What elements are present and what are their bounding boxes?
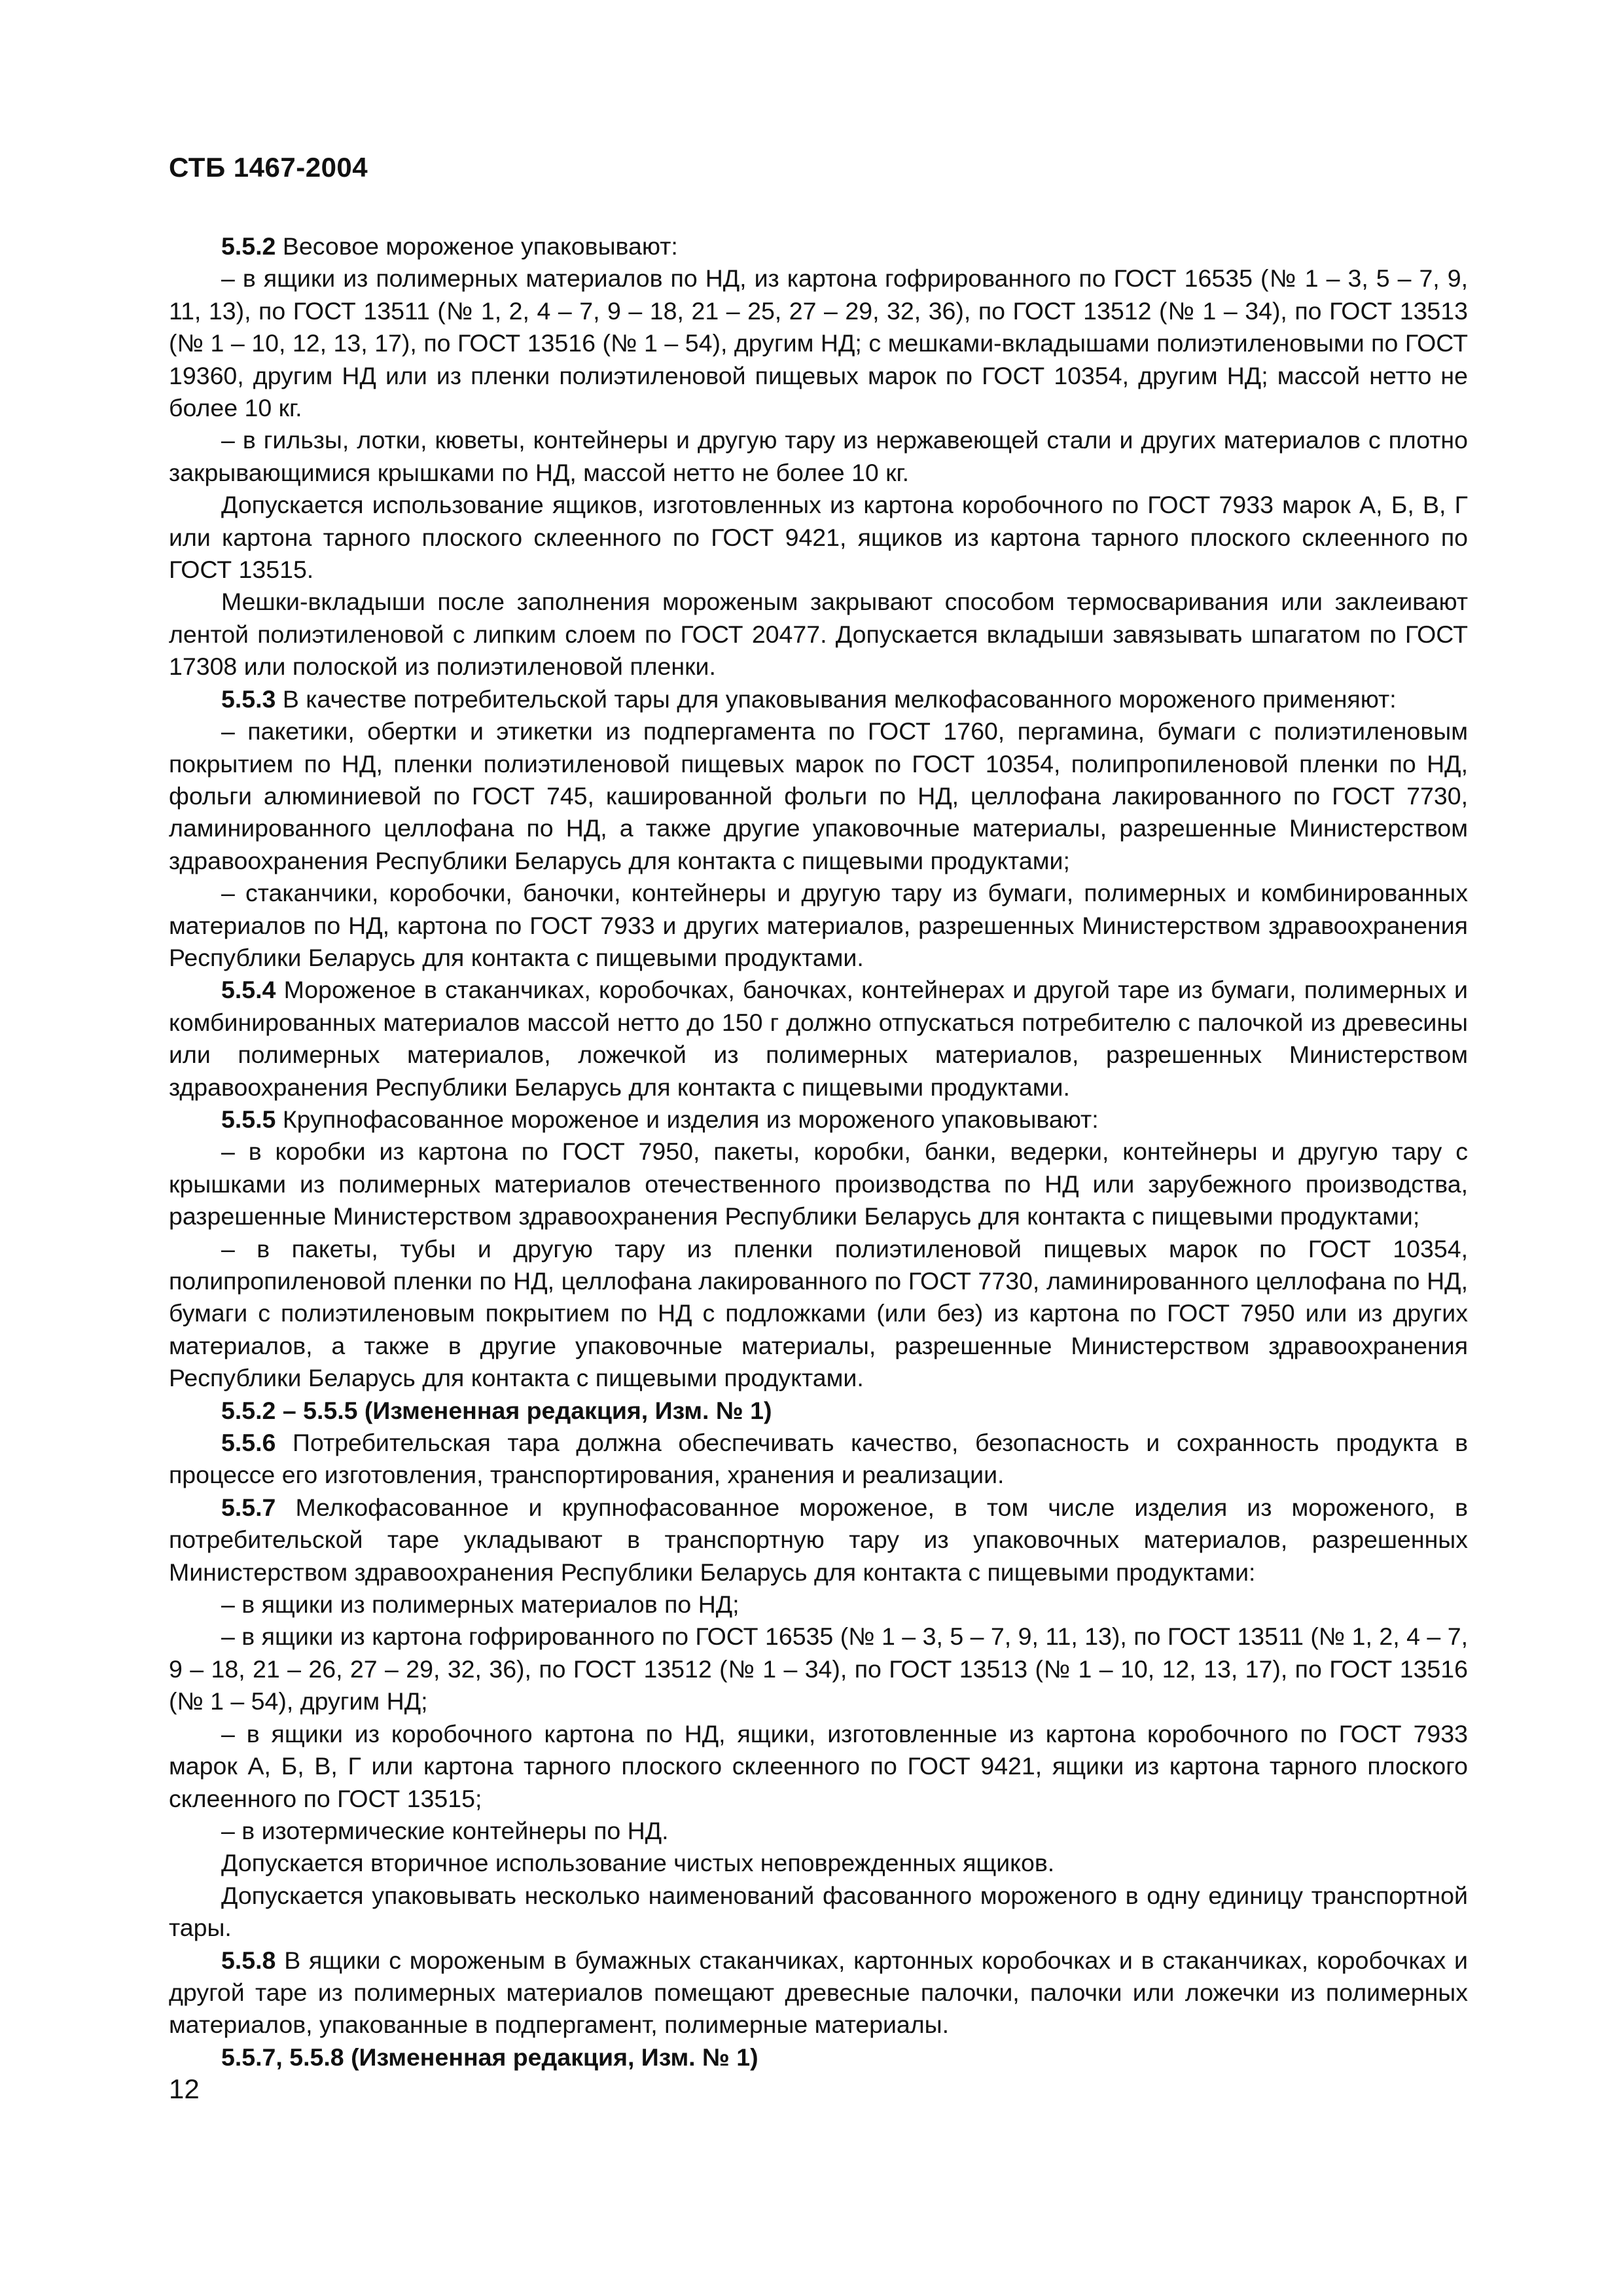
paragraph-text: В качестве потребительской тары для упаковывания мелкофасованного мороженого применяют:: [282, 685, 1397, 713]
paragraph: [169, 424, 1468, 489]
paragraph: [169, 974, 1468, 1103]
section-number: 5.5.8: [221, 1946, 276, 1974]
paragraph: [169, 1395, 1468, 1427]
paragraph: [169, 683, 1468, 715]
paragraph: [169, 1427, 1468, 1492]
paragraph: [169, 1233, 1468, 1395]
paragraph-text: Потребительская тара должна обеспечивать качество, безопасность и сохранность продукта в процессе его изготовления, транспортирования, хранения и реализации.: [169, 1429, 1468, 1489]
paragraph-text: – пакетики, обертки и этикетки из подпергамента по ГОСТ 1760, пергамина, бумаги с полиэтиленовым покрытием по НД, пленки полиэтиленовой пищевых марок по ГОСТ 10354, полипропиленовой пленки по НД, фольги алюминиевой по ГОСТ 745, кашированной фольги по НД, целлофана лакированного по ГОСТ 7730, ламинированного целлофана по НД, а также другие упаковочные материалы, разрешенные Министерством здравоохранения Республики Беларусь для контакта с пищевыми продуктами;: [169, 717, 1468, 874]
paragraph-text: – в коробки из картона по ГОСТ 7950, пакеты, коробки, банки, ведерки, контейнеры и другую тару с крышками из полимерных материалов отечественного производства по НД или зарубежного производства, разрешенные Министерством здравоохранения Республики Беларусь для контакта с пищевыми продуктами;: [169, 1138, 1468, 1230]
section-number: 5.5.6: [221, 1429, 276, 1457]
paragraph: [169, 1815, 1468, 1847]
paragraph-text: Крупнофасованное мороженое и изделия из мороженого упаковывают:: [282, 1105, 1099, 1133]
section-number: 5.5.3: [221, 685, 276, 713]
section-number: 5.5.5: [221, 1105, 276, 1133]
paragraph: [169, 230, 1468, 262]
paragraph-text: Допускается вторичное использование чистых неповрежденных ящиков.: [221, 1849, 1055, 1877]
document-header-code: СТБ 1467-2004: [169, 152, 368, 183]
section-number: 5.5.4: [221, 976, 276, 1004]
paragraph: [169, 586, 1468, 683]
paragraph-text: Весовое мороженое упаковывают:: [282, 232, 678, 260]
paragraph-text: – в ящики из полимерных материалов по НД, из картона гофрированного по ГОСТ 16535 (№ 1 – 3, 5 – 7, 9, 11, 13), по ГОСТ 13511 (№ 1, 2, 4 – 7, 9 – 18, 21 – 25, 27 – 29, 32, 36), по ГОСТ 13512 (№ 1 – 34), по ГОСТ 13513 (№ 1 – 10, 12, 13, 17), по ГОСТ 13516 (№ 1 – 54), другим НД; с мешками-вкладышами полиэтиленовыми по ГОСТ 19360, другим НД или из пленки полиэтиленовой пищевых марок по ГОСТ 10354, другим НД; массой нетто не более 10 кг.: [169, 264, 1468, 422]
paragraph-text: 5.5.2 – 5.5.5 (Измененная редакция, Изм. № 1): [221, 1396, 772, 1424]
paragraph-text: Мелкофасованное и крупнофасованное мороженое, в том числе изделия из мороженого, в потребительской таре укладывают в транспортную тару из упаковочных материалов, разрешенных Министерством здравоохранения Республики Беларусь для контакта с пищевыми продуктами:: [169, 1493, 1468, 1586]
paragraph: [169, 715, 1468, 877]
paragraph-text: Допускается упаковывать несколько наименований фасованного мороженого в одну единицу транспортной тары.: [169, 1881, 1468, 1942]
paragraph-text: – в ящики из полимерных материалов по НД;: [221, 1590, 740, 1619]
paragraph-text: Мороженое в стаканчиках, коробочках, баночках, контейнерах и другой таре из бумаги, полимерных и комбинированных материалов массой нетто до 150 г должно отпускаться потребителю с палочкой из древесины или полимерных материалов, ложечкой из полимерных материалов, разрешенных Министерством здравоохранения Республики Беларусь для контакта с пищевыми продуктами.: [169, 976, 1468, 1101]
paragraph: [169, 1103, 1468, 1136]
section-number: 5.5.2: [221, 232, 276, 260]
paragraph: [169, 1945, 1468, 2041]
paragraph: [169, 1880, 1468, 1945]
paragraph: [169, 2041, 1468, 2073]
page-number: 12: [169, 2073, 200, 2104]
paragraph: [169, 1136, 1468, 1232]
paragraph: [169, 489, 1468, 586]
paragraph: [169, 1718, 1468, 1815]
paragraph-text: Допускается использование ящиков, изготовленных из картона коробочного по ГОСТ 7933 марок А, Б, В, Г или картона тарного плоского склеенного по ГОСТ 9421, ящиков из картона тарного плоского склеенного по ГОСТ 13515.: [169, 491, 1468, 584]
paragraph-text: – в пакеты, тубы и другую тару из пленки полиэтиленовой пищевых марок по ГОСТ 10354, полипропиленовой пленки по НД, целлофана лакированного по ГОСТ 7730, ламинированного целлофана по НД, бумаги с полиэтиленовым покрытием по НД с подложками (или без) из картона по ГОСТ 7950 или из других материалов, а также в другие упаковочные материалы, разрешенные Министерством здравоохранения Республики Беларусь для контакта с пищевыми продуктами.: [169, 1234, 1468, 1392]
paragraph-text: – в гильзы, лотки, кюветы, контейнеры и другую тару из нержавеющей стали и других материалов с плотно закрывающимися крышками по НД, массой нетто не более 10 кг.: [169, 426, 1468, 486]
section-number: 5.5.7: [221, 1493, 276, 1521]
paragraph-text: – стаканчики, коробочки, баночки, контейнеры и другую тару из бумаги, полимерных и комбинированных материалов по НД, картона по ГОСТ 7933 и других материалов, разрешенных Министерством здравоохранения Республики Беларусь для контакта с пищевыми продуктами.: [169, 879, 1468, 971]
paragraph-text: В ящики с мороженым в бумажных стаканчиках, картонных коробочках и в стаканчиках, коробочках и другой таре из полимерных материалов помещают древесные палочки, палочки или ложечки из полимерных материалов, упакованные в подпергамент, полимерные материалы.: [169, 1946, 1469, 2039]
paragraph: [169, 1588, 1468, 1621]
paragraph: [169, 1621, 1468, 1717]
paragraph: [169, 1492, 1468, 1588]
paragraph-text: – в ящики из картона гофрированного по ГОСТ 16535 (№ 1 – 3, 5 – 7, 9, 11, 13), по ГОСТ 13511 (№ 1, 2, 4 – 7, 9 – 18, 21 – 26, 27 – 29, 32, 36), по ГОСТ 13512 (№ 1 – 34), по ГОСТ 13513 (№ 1 – 10, 12, 13, 17), по ГОСТ 13516 (№ 1 – 54), другим НД;: [169, 1623, 1468, 1715]
paragraph-text: Мешки-вкладыши после заполнения мороженым закрывают способом термосваривания или заклеивают лентой полиэтиленовой с липким слоем по ГОСТ 20477. Допускается вкладыши завязывать шпагатом по ГОСТ 17308 или полоской из полиэтиленовой пленки.: [169, 588, 1468, 681]
paragraph-text: – в ящики из коробочного картона по НД, ящики, изготовленные из картона коробочного по ГОСТ 7933 марок А, Б, В, Г или картона тарного плоского склеенного по ГОСТ 9421, ящики из картона тарного плоского склеенного по ГОСТ 13515;: [169, 1719, 1468, 1812]
document-body: [169, 230, 1468, 2073]
paragraph-text: – в изотермические контейнеры по НД.: [221, 1816, 669, 1844]
paragraph: [169, 1847, 1468, 1879]
paragraph: [169, 877, 1468, 974]
paragraph: [169, 262, 1468, 424]
paragraph-text: 5.5.7, 5.5.8 (Измененная редакция, Изм. № 1): [221, 2043, 758, 2071]
